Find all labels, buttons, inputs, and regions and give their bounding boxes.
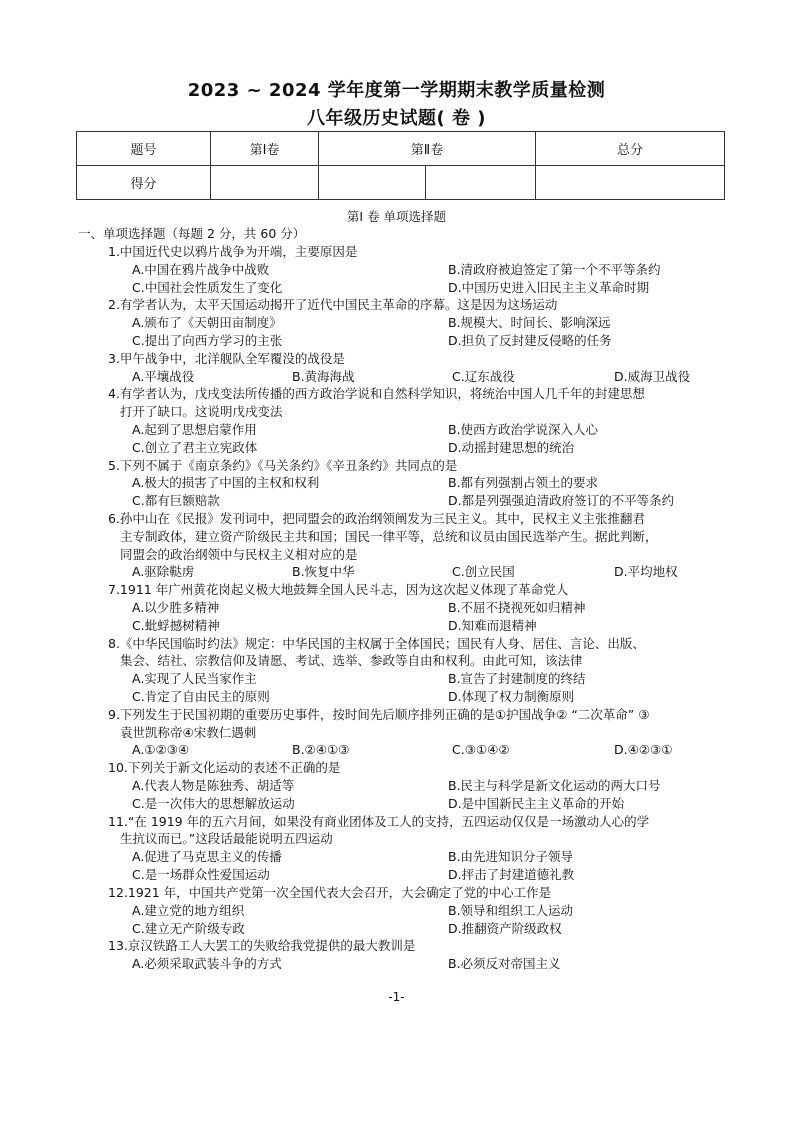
question-stem: 6.孙中山在《民报》发刊词中，把同盟会的政治纲领阐发为三民主义。其中，民权主义主张推翻君 [108,511,645,526]
option-row [108,670,732,688]
answer-option[interactable]: D.中国历史进入旧民主主义革命时期 [448,279,650,295]
question-stem: 打开了缺口。这说明戊戌变法 [120,404,283,420]
question-item [108,350,720,386]
option-row [108,474,720,492]
score-entry-cell[interactable] [536,166,725,200]
question-item [108,296,720,350]
question-stem: 12.1921 年，中国共产党第一次全国代表大会召开，大会确定了党的中心工作是 [108,884,552,900]
question-stem: 1.中国近代史以鸦片战争为开端，主要原因是 [108,244,358,259]
answer-option[interactable]: D.抨击了封建道德礼教 [448,867,575,883]
answer-option[interactable]: A.起到了思想启蒙作用 [132,421,257,437]
score-table-cell: 总分 [536,132,725,166]
question-item [108,457,720,511]
question-item [108,759,720,813]
answer-option[interactable]: A.①②③④ [132,742,190,758]
answer-option[interactable]: B.清政府被迫签定了第一个不平等条约 [448,261,661,277]
question-item [108,813,732,885]
option-row [108,848,732,866]
option-row [108,777,720,795]
question-stem: 主专制政体，建立资产阶级民主共和国；国民一律平等，总统和议员由国民选举产生。据此判断， [120,528,658,544]
answer-option[interactable]: C.创立民国 [452,564,515,580]
answer-option[interactable]: A.促进了马克思主义的传播 [132,849,282,865]
answer-option[interactable]: C.辽东战役 [452,368,515,384]
question-item [108,884,720,938]
question-stem: 袁世凯称帝④宋教仁遇刺 [120,724,257,740]
answer-option[interactable]: A.颁布了《天朝田亩制度》 [132,315,282,331]
answer-option[interactable]: A.代表人物是陈独秀、胡适等 [132,777,295,793]
score-entry-cell[interactable] [211,166,319,200]
answer-option[interactable]: C.是一次伟大的思想解放运动 [132,795,295,811]
answer-option[interactable]: C.中国社会性质发生了变化 [132,279,283,295]
answer-option[interactable]: D.动摇封建思想的统治 [448,439,575,455]
answer-option[interactable]: B.都有列强割占领土的要求 [448,475,599,491]
option-row [108,279,720,297]
option-row [108,314,720,332]
score-table-cell: 题号 [77,132,211,166]
answer-option[interactable]: B.规模大、时间长、影响深远 [448,315,611,331]
question-item [108,706,732,760]
exam-subtitle: 八年级历史试题( 卷 ) [307,108,486,129]
question-item [108,510,732,581]
option-row [108,866,732,884]
answer-option[interactable]: A.必须采取武装斗争的方式 [132,955,282,971]
option-row [108,920,720,938]
score-table-cell: 第Ⅰ卷 [211,132,319,166]
answer-option[interactable]: A.中国在鸦片战争中战败 [132,261,270,277]
page-number: -1- [388,990,405,1004]
question-stem: 4.有学者认为，戊戌变法所传播的西方政治学说和自然科学知识，将统治中国人几千年的封建思想 [108,386,645,402]
part-heading: 一、单项选择题（每题 2 分，共 60 分） [78,226,306,241]
option-row [108,688,732,706]
exam-title: 2023 ~ 2024 学年度第一学期期末教学质量检测 [187,80,606,101]
answer-option[interactable]: C.③①④② [452,742,510,758]
question-stem: 9.下列发生于民国初期的重要历史事件，按时间先后顺序排列正确的是①护国战争② “二次革命” ③ [108,706,650,722]
option-row [108,955,720,973]
question-stem: 生抗议而已。”这段话最能说明五四运动 [120,831,333,847]
question-item [108,581,720,635]
answer-option[interactable]: A.以少胜多精神 [132,599,220,615]
question-stem: 8.《中华民国临时约法》规定：中华民国的主权属于全体国民；国民有人身、居住、言论、出版、 [108,635,645,651]
option-row [108,368,720,386]
option-row [108,741,732,759]
answer-option[interactable]: C.肯定了自由民主的原则 [132,689,270,705]
answer-option[interactable]: D.体现了权力制衡原则 [448,689,575,705]
question-item [108,635,732,707]
answer-option[interactable]: D.都是列强强迫清政府签订的不平等条约 [448,493,675,509]
answer-option[interactable]: C.创立了君主立宪政体 [132,439,258,455]
answer-option[interactable]: B.宣告了封建制度的终结 [448,671,586,687]
answer-option[interactable]: C.建立无产阶级专政 [132,920,245,936]
option-row [108,617,720,635]
option-row [108,563,732,581]
question-stem: 3.甲午战争中，北洋舰队全军覆没的战役是 [108,350,345,366]
question-stem: 同盟会的政治纲领中与民权主义相对应的是 [120,546,358,562]
answer-option[interactable]: D.担负了反封建反侵略的任务 [448,333,612,349]
answer-option[interactable]: B.②④①③ [292,742,350,758]
option-row [108,902,720,920]
answer-option[interactable]: B.使西方政治学说深入人心 [448,421,599,437]
score-table [76,131,725,200]
question-item [108,385,732,457]
answer-option[interactable]: A.极大的损害了中国的主权和权利 [132,475,320,491]
option-row [108,795,720,813]
answer-option[interactable]: D.是中国新民主主义革命的开始 [448,795,625,811]
answer-option[interactable]: A.平壤战役 [132,368,195,384]
score-table-cell: 第Ⅱ卷 [319,132,536,166]
option-row [108,332,720,350]
answer-option[interactable]: D.威海卫战役 [614,368,691,384]
answer-option[interactable]: C.都有巨额赔款 [132,493,220,509]
question-stem: 5.下列不属于《南京条约》《马关条约》《辛丑条约》共同点的是 [108,457,458,473]
question-stem: 13.京汉铁路工人大罢工的失败给我党提供的最大教训是 [108,938,416,954]
score-entry-cell[interactable] [426,166,536,200]
option-row [108,439,732,457]
score-table-score-row [77,166,725,200]
answer-option[interactable]: B.必须反对帝国主义 [448,955,561,971]
question-stem: 集会、结社、宗教信仰及请愿、考试、选举、参政等自由和权利。由此可知，该法律 [120,653,583,669]
question-stem: 7.1911 年广州黄花岗起义极大地鼓舞全国人民斗志，因为这次起义体现了革命党人 [108,582,569,598]
answer-option[interactable]: D.知难而退精神 [448,617,537,633]
score-table-header-row [77,132,725,166]
question-item [108,937,720,973]
answer-option[interactable]: C.是一场群众性爱国运动 [132,867,270,883]
answer-option[interactable]: A.驱除鞑虏 [132,564,195,580]
answer-option[interactable]: B.不屈不挠视死如归精神 [448,599,586,615]
answer-option[interactable]: B.恢复中华 [292,564,355,580]
question-item [108,243,720,297]
answer-option[interactable]: D.平均地权 [614,564,678,580]
score-table-cell: 得分 [77,166,211,200]
option-row [108,261,720,279]
option-row [108,492,720,510]
answer-option[interactable]: A.实现了人民当家作主 [132,671,257,687]
answer-option[interactable]: B.领导和组织工人运动 [448,902,574,918]
section-title: 第Ⅰ 卷 单项选择题 [346,209,447,224]
question-stem: 11.“在 1919 年的五六月间，如果没有商业团体及工人的支持，五四运动仅仅是一场激动人心的学 [108,813,650,829]
score-entry-cell[interactable] [319,166,426,200]
answer-option[interactable]: A.建立党的地方组织 [132,902,245,918]
answer-option[interactable]: C.提出了向西方学习的主张 [132,333,283,349]
answer-option[interactable]: D.推翻资产阶级政权 [448,920,562,936]
answer-option[interactable]: B.由先进知识分子领导 [448,849,574,865]
question-stem: 2.有学者认为，太平天国运动揭开了近代中国民主革命的序幕。这是因为这场运动 [108,297,558,313]
answer-option[interactable]: B.民主与科学是新文化运动的两大口号 [448,777,661,793]
option-row [108,599,720,617]
question-stem: 10.下列关于新文化运动的表述不正确的是 [108,760,341,776]
answer-option[interactable]: D.④②③① [614,742,673,758]
option-row [108,421,732,439]
answer-option[interactable]: C.蚍蜉撼树精神 [132,617,220,633]
answer-option[interactable]: B.黄海海战 [292,368,355,384]
